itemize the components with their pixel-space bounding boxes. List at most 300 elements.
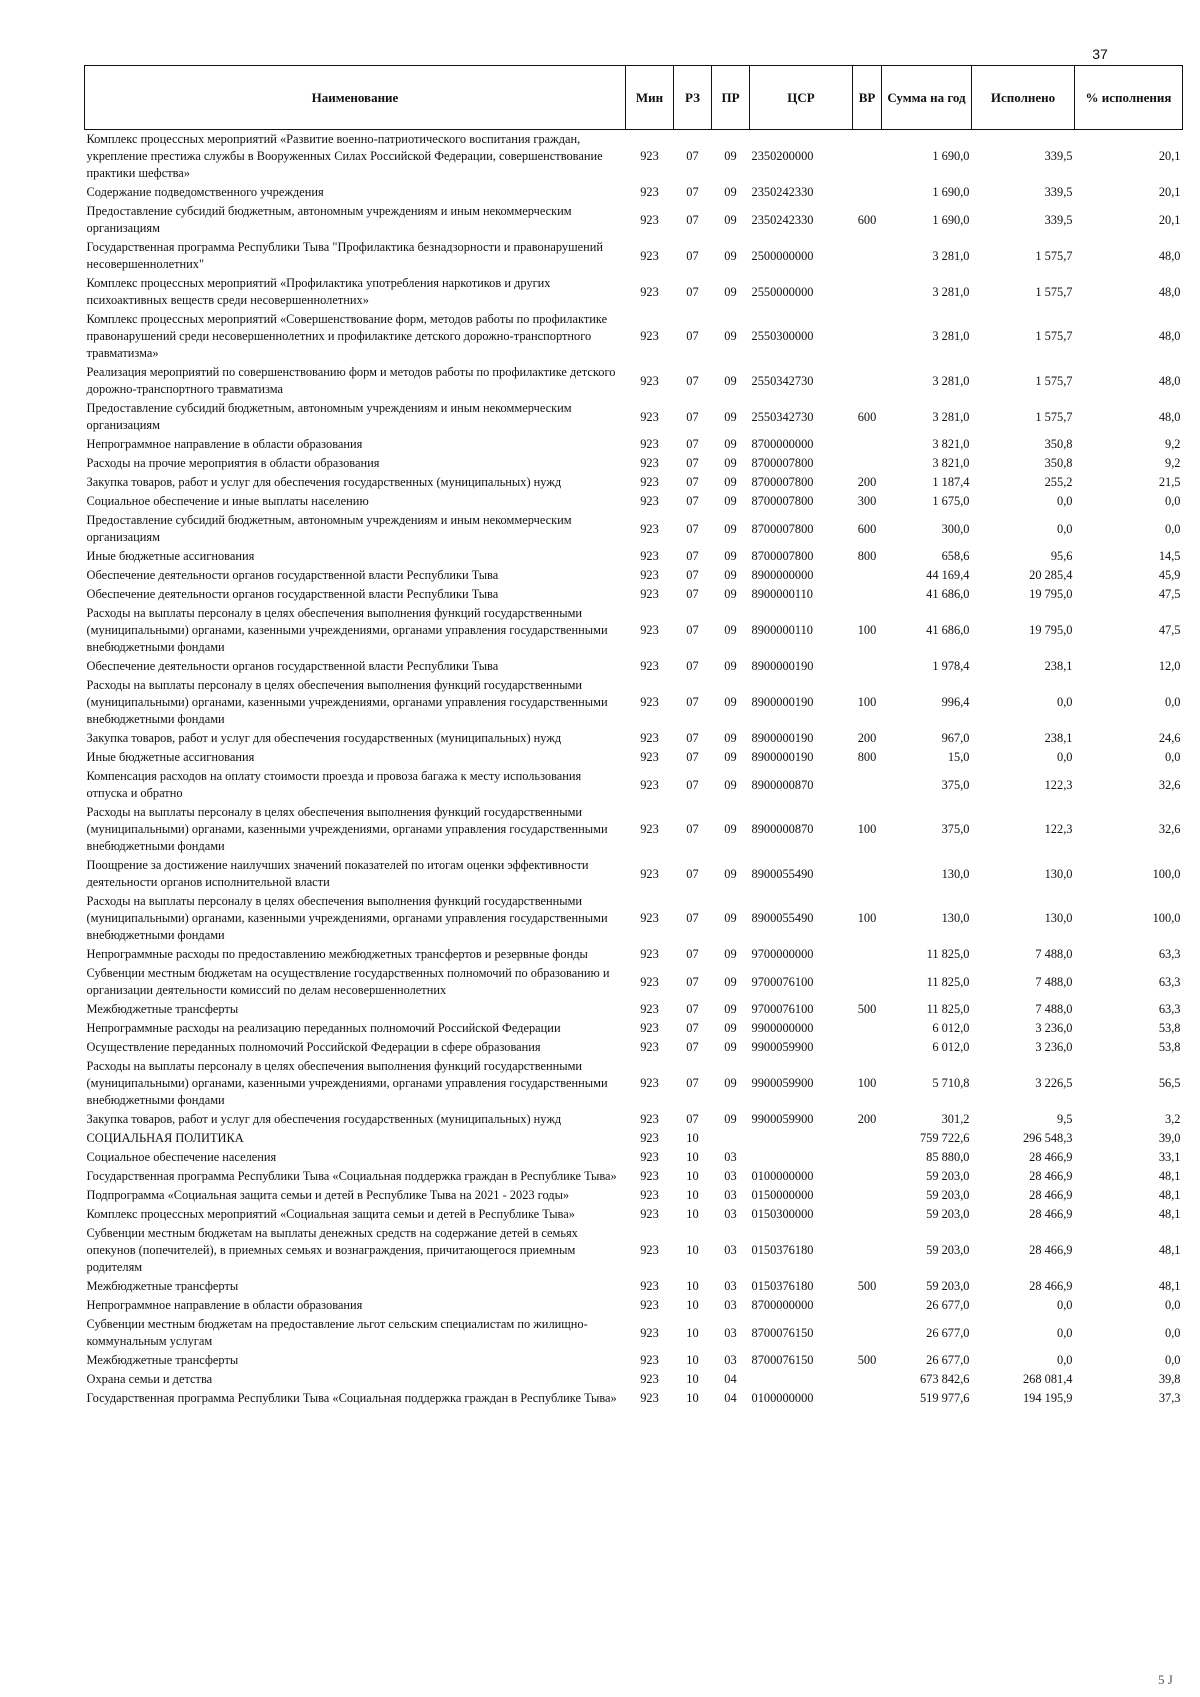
table-row [85, 729, 1183, 748]
table-row [85, 1038, 1183, 1057]
cell-done: 7 488,0 [1035, 974, 1073, 989]
cell-pct: 0,0 [1165, 494, 1181, 508]
cell-pr: 09 [724, 568, 737, 582]
cell-rz: 07 [686, 568, 699, 582]
cell-pct: 48,1 [1158, 1169, 1181, 1183]
cell-min: 923 [640, 1391, 659, 1405]
cell-rz: 07 [686, 475, 699, 489]
cell-csr: 8700000000 [751, 437, 814, 451]
cell-done: 28 466,9 [1029, 1188, 1073, 1202]
cell-done: 28 466,9 [1029, 1169, 1073, 1183]
cell-name: Содержание подведомственного учреждения [86, 185, 324, 199]
cell-vr: 300 [857, 494, 877, 508]
cell-vr [853, 1129, 882, 1148]
cell-csr: 2500000000 [751, 248, 814, 263]
cell-sum: 1 978,4 [932, 659, 970, 673]
cell-min: 923 [640, 212, 659, 227]
cell-vr [853, 657, 882, 676]
cell-min: 923 [640, 866, 659, 881]
cell-done: 0,0 [1057, 1353, 1073, 1367]
cell-pr: 03 [724, 1188, 737, 1202]
cell-done: 28 466,9 [1029, 1243, 1073, 1257]
cell-rz: 07 [686, 185, 699, 199]
header-min: Мин [626, 66, 674, 130]
cell-name: СОЦИАЛЬНАЯ ПОЛИТИКА [86, 1131, 244, 1145]
table-row [85, 1148, 1183, 1167]
cell-done: 122,3 [1044, 822, 1073, 836]
cell-name: Расходы на выплаты персоналу в целях обеспечения выполнения функций государственными (муниципальными) органами, казенными учреждениями, органами управления государственными внебюджетными фондами [86, 894, 608, 942]
cell-csr: 2550342730 [751, 373, 814, 388]
cell-sum: 59 203,0 [926, 1169, 970, 1183]
cell-pr: 09 [724, 149, 737, 163]
cell-sum: 3 821,0 [932, 456, 970, 470]
cell-csr: 8900055490 [751, 866, 814, 881]
cell-pr: 09 [724, 623, 737, 637]
cell-pr: 03 [724, 1353, 737, 1367]
cell-min: 923 [640, 284, 659, 299]
cell-done: 268 081,4 [1022, 1372, 1073, 1386]
cell-sum: 1 675,0 [932, 494, 970, 508]
cell-min: 923 [640, 1076, 659, 1090]
table-row [85, 1186, 1183, 1205]
cell-rz: 07 [686, 456, 699, 470]
cell-pr: 09 [724, 1021, 737, 1035]
cell-rz: 07 [686, 1021, 699, 1035]
cell-name: Расходы на выплаты персоналу в целях обеспечения выполнения функций государственными (муниципальными) органами, казенными учреждениями, органами управления государственными внебюджетными фондами [86, 678, 608, 726]
cell-vr [853, 767, 882, 803]
cell-min: 923 [640, 1002, 659, 1016]
cell-done: 3 236,0 [1035, 1021, 1073, 1035]
cell-done: 0,0 [1057, 1298, 1073, 1312]
cell-rz: 07 [686, 659, 699, 673]
cell-csr: 2550300000 [751, 329, 814, 343]
cell-rz: 07 [686, 549, 699, 563]
cell-rz: 07 [686, 1002, 699, 1016]
cell-sum: 967,0 [941, 731, 970, 745]
table-row [85, 1110, 1183, 1129]
corner-mark: 5 J [1158, 1672, 1173, 1687]
cell-sum: 6 012,0 [932, 1040, 970, 1054]
cell-vr [853, 1370, 882, 1389]
cell-pr: 09 [724, 1112, 737, 1126]
cell-name: Подпрограмма «Социальная защита семьи и детей в Республике Тыва на 2021 - 2023 годы» [86, 1188, 570, 1202]
cell-pr: 09 [724, 974, 737, 989]
cell-sum: 3 281,0 [932, 284, 970, 299]
cell-done: 0,0 [1057, 695, 1073, 709]
cell-min: 923 [640, 409, 659, 424]
cell-pr: 09 [724, 494, 737, 508]
cell-pct: 47,5 [1158, 587, 1181, 601]
cell-name: Расходы на выплаты персоналу в целях обеспечения выполнения функций государственными (муниципальными) органами, казенными учреждениями, органами управления государственными внебюджетными фондами [86, 805, 608, 853]
cell-csr: 2550342730 [751, 409, 814, 424]
cell-pr: 09 [724, 1040, 737, 1054]
cell-sum: 59 203,0 [926, 1243, 970, 1257]
cell-min: 923 [640, 731, 659, 745]
cell-sum: 11 825,0 [926, 974, 970, 989]
cell-vr: 500 [857, 1002, 877, 1016]
cell-rz: 10 [686, 1298, 699, 1312]
cell-min: 923 [640, 587, 659, 601]
cell-name: Предоставление субсидий бюджетным, автономным учреждениям и иным некоммерческим организациям [86, 401, 572, 432]
cell-min: 923 [640, 549, 659, 563]
cell-sum: 41 686,0 [926, 587, 970, 601]
cell-pr: 03 [724, 1298, 737, 1312]
cell-min: 923 [640, 750, 659, 764]
cell-pr: 09 [724, 212, 737, 227]
table-row [85, 892, 1183, 945]
cell-vr [853, 435, 882, 454]
cell-pr: 03 [724, 1169, 737, 1183]
cell-pct: 0,0 [1165, 695, 1181, 709]
cell-vr [853, 1315, 882, 1351]
cell-pr: 09 [724, 185, 737, 199]
cell-name: Реализация мероприятий по совершенствованию форм и методов работы по профилактике детского дорожно-транспортного травматизма [86, 365, 616, 396]
cell-pct: 0,0 [1165, 1325, 1181, 1340]
cell-csr: 8700007800 [751, 456, 814, 470]
cell-name: Расходы на выплаты персоналу в целях обеспечения выполнения функций государственными (муниципальными) органами, казенными учреждениями, органами управления государственными внебюджетными фондами [86, 606, 608, 654]
cell-min: 923 [640, 1188, 659, 1202]
cell-csr: 8900000000 [751, 568, 814, 582]
cell-rz: 10 [686, 1372, 699, 1386]
cell-pct: 53,8 [1158, 1040, 1181, 1054]
cell-vr: 600 [857, 521, 877, 536]
cell-pr: 03 [724, 1325, 737, 1340]
cell-csr: 0150300000 [751, 1207, 814, 1221]
cell-sum: 3 281,0 [932, 329, 970, 343]
cell-name: Предоставление субсидий бюджетным, автономным учреждениям и иным некоммерческим организациям [86, 204, 572, 235]
cell-sum: 15,0 [947, 750, 970, 764]
cell-done: 28 466,9 [1029, 1279, 1073, 1293]
cell-csr: 9900059900 [751, 1076, 814, 1090]
cell-done: 238,1 [1044, 731, 1073, 745]
table-row [85, 511, 1183, 547]
cell-pct: 32,6 [1158, 822, 1181, 836]
cell-pct: 37,3 [1158, 1391, 1181, 1405]
cell-min: 923 [640, 695, 659, 709]
cell-sum: 1 690,0 [932, 212, 970, 227]
cell-csr: 0150376180 [751, 1279, 814, 1293]
cell-min: 923 [640, 373, 659, 388]
cell-rz: 07 [686, 947, 699, 961]
cell-csr: 8700076150 [751, 1325, 814, 1340]
table-row [85, 1277, 1183, 1296]
cell-name: Субвенции местным бюджетам на выплаты денежных средств на содержание детей в семьях опекунов (попечителей), в приемных семьях и вознаграждения, причитающегося приемным родителям [86, 1226, 578, 1274]
cell-name: Закупка товаров, работ и услуг для обеспечения государственных (муниципальных) нужд [86, 475, 562, 489]
cell-csr [750, 1129, 853, 1148]
cell-csr: 2550000000 [751, 284, 814, 299]
cell-csr [750, 1148, 853, 1167]
cell-pr: 09 [724, 329, 737, 343]
cell-pr: 09 [724, 456, 737, 470]
cell-min: 923 [640, 521, 659, 536]
cell-vr [853, 945, 882, 964]
cell-pr: 09 [724, 549, 737, 563]
cell-name: Государственная программа Республики Тыва "Профилактика безнадзорности и правонарушений несовершеннолетних" [86, 240, 604, 271]
table-row [85, 130, 1183, 184]
cell-vr [853, 454, 882, 473]
table-row [85, 183, 1183, 202]
cell-sum: 59 203,0 [926, 1207, 970, 1221]
cell-min: 923 [640, 659, 659, 673]
table-row [85, 547, 1183, 566]
cell-min: 923 [640, 1353, 659, 1367]
cell-pr: 09 [724, 866, 737, 881]
cell-pr: 09 [724, 1002, 737, 1016]
cell-min: 923 [640, 437, 659, 451]
cell-rz: 07 [686, 911, 699, 925]
cell-pct: 39,0 [1158, 1131, 1181, 1145]
cell-vr [853, 1296, 882, 1315]
cell-pct: 48,0 [1158, 284, 1181, 299]
cell-name: Государственная программа Республики Тыва «Социальная поддержка граждан в Республике Тыва» [86, 1169, 617, 1183]
cell-sum: 1 690,0 [932, 149, 970, 163]
cell-done: 0,0 [1057, 494, 1073, 508]
cell-sum: 26 677,0 [926, 1353, 970, 1367]
cell-rz: 07 [686, 1112, 699, 1126]
cell-pct: 100,0 [1152, 866, 1181, 881]
cell-name: Осуществление переданных полномочий Российской Федерации в сфере образования [86, 1040, 541, 1054]
table-row [85, 945, 1183, 964]
table-row [85, 1315, 1183, 1351]
cell-done: 350,8 [1044, 456, 1073, 470]
cell-done: 194 195,9 [1022, 1391, 1073, 1405]
cell-pct: 3,2 [1165, 1112, 1181, 1126]
cell-pr: 09 [724, 947, 737, 961]
cell-done: 238,1 [1044, 659, 1073, 673]
cell-sum: 59 203,0 [926, 1188, 970, 1202]
cell-name: Обеспечение деятельности органов государственной власти Республики Тыва [86, 568, 499, 582]
table-row [85, 1224, 1183, 1277]
cell-rz: 07 [686, 623, 699, 637]
cell-vr [853, 130, 882, 184]
cell-pct: 48,1 [1158, 1207, 1181, 1221]
cell-name: Непрограммное направление в области образования [86, 437, 363, 451]
table-row [85, 767, 1183, 803]
cell-pct: 0,0 [1165, 521, 1181, 536]
cell-min: 923 [640, 456, 659, 470]
cell-rz: 10 [686, 1207, 699, 1221]
cell-vr: 600 [857, 409, 877, 424]
cell-done: 95,6 [1050, 549, 1073, 563]
cell-vr: 200 [857, 475, 877, 489]
cell-csr: 9700076100 [751, 974, 814, 989]
table-body [85, 130, 1183, 1409]
cell-vr: 100 [857, 695, 877, 709]
cell-rz: 07 [686, 822, 699, 836]
page-number: 37 [1092, 46, 1108, 62]
cell-pr: 09 [724, 777, 737, 792]
cell-pr: 03 [724, 1150, 737, 1164]
cell-rz: 10 [686, 1353, 699, 1367]
cell-vr [853, 238, 882, 274]
header-pct: % исполнения [1075, 66, 1183, 130]
cell-vr: 500 [857, 1279, 877, 1293]
cell-pct: 0,0 [1165, 1353, 1181, 1367]
cell-vr: 100 [857, 822, 877, 836]
cell-rz: 07 [686, 731, 699, 745]
cell-vr [853, 1389, 882, 1408]
cell-min: 923 [640, 1325, 659, 1340]
cell-rz: 07 [686, 695, 699, 709]
cell-pct: 14,5 [1158, 549, 1181, 563]
table-row [85, 566, 1183, 585]
cell-vr [853, 363, 882, 399]
cell-vr: 100 [857, 911, 877, 925]
cell-done: 0,0 [1057, 521, 1073, 536]
cell-pct: 24,6 [1158, 731, 1181, 745]
cell-csr: 8900000190 [751, 659, 814, 673]
table-row [85, 964, 1183, 1000]
table-row [85, 803, 1183, 856]
table-row [85, 1205, 1183, 1224]
cell-sum: 3 281,0 [932, 409, 970, 424]
table-row [85, 310, 1183, 363]
cell-pr: 09 [724, 1076, 737, 1090]
cell-csr: 8900000110 [751, 587, 813, 601]
cell-rz: 07 [686, 494, 699, 508]
cell-rz: 07 [686, 284, 699, 299]
table-row [85, 274, 1183, 310]
cell-pct: 33,1 [1158, 1150, 1181, 1164]
cell-name: Комплекс процессных мероприятий «Социальная защита семьи и детей в Республике Тыва» [86, 1207, 575, 1221]
cell-vr [853, 183, 882, 202]
cell-vr [853, 1205, 882, 1224]
cell-min: 923 [640, 1207, 659, 1221]
cell-rz: 07 [686, 521, 699, 536]
cell-min: 923 [640, 1279, 659, 1293]
cell-pct: 48,1 [1158, 1188, 1181, 1202]
cell-sum: 1 690,0 [932, 185, 970, 199]
cell-csr: 8700000000 [751, 1298, 814, 1312]
cell-sum: 300,0 [941, 521, 970, 536]
cell-done: 350,8 [1044, 437, 1073, 451]
cell-sum: 59 203,0 [926, 1279, 970, 1293]
cell-vr: 200 [857, 731, 877, 745]
table-row [85, 202, 1183, 238]
cell-pr: 09 [724, 521, 737, 536]
cell-pr: 09 [724, 695, 737, 709]
cell-vr [853, 274, 882, 310]
cell-pr: 03 [724, 1279, 737, 1293]
cell-name: Поощрение за достижение наилучших значений показателей по итогам оценки эффективности деятельности органов исполнительной власти [86, 858, 589, 889]
cell-pr: 09 [724, 373, 737, 388]
cell-done: 0,0 [1057, 750, 1073, 764]
cell-min: 923 [640, 1112, 659, 1126]
cell-name: Иные бюджетные ассигнования [86, 750, 255, 764]
cell-min: 923 [640, 947, 659, 961]
cell-pr [712, 1129, 750, 1148]
cell-sum: 44 169,4 [926, 568, 970, 582]
cell-done: 130,0 [1044, 866, 1073, 881]
table-row [85, 454, 1183, 473]
cell-rz: 10 [686, 1391, 699, 1405]
cell-done: 0,0 [1057, 1325, 1073, 1340]
cell-pct: 48,0 [1158, 409, 1181, 424]
cell-pr: 09 [724, 248, 737, 263]
cell-done: 255,2 [1044, 475, 1073, 489]
cell-pct: 21,5 [1158, 475, 1181, 489]
cell-csr: 0150000000 [751, 1188, 814, 1202]
cell-pr: 09 [724, 437, 737, 451]
cell-rz: 07 [686, 437, 699, 451]
table-row [85, 1296, 1183, 1315]
cell-done: 19 795,0 [1029, 623, 1073, 637]
cell-done: 3 226,5 [1035, 1076, 1073, 1090]
cell-vr [853, 1019, 882, 1038]
table-row [85, 1389, 1183, 1408]
cell-done: 19 795,0 [1029, 587, 1073, 601]
cell-csr: 9900059900 [751, 1040, 814, 1054]
cell-sum: 3 281,0 [932, 373, 970, 388]
table-row [85, 1000, 1183, 1019]
cell-sum: 5 710,8 [932, 1076, 970, 1090]
cell-rz: 07 [686, 866, 699, 881]
cell-vr: 100 [857, 623, 877, 637]
cell-min: 923 [640, 185, 659, 199]
cell-vr: 600 [857, 212, 877, 227]
cell-sum: 375,0 [941, 777, 970, 792]
cell-name: Закупка товаров, работ и услуг для обеспечения государственных (муниципальных) нужд [86, 1112, 562, 1126]
header-done: Исполнено [972, 66, 1075, 130]
cell-vr [853, 1038, 882, 1057]
cell-min: 923 [640, 822, 659, 836]
table-row [85, 492, 1183, 511]
cell-min: 923 [640, 777, 659, 792]
table-row [85, 676, 1183, 729]
cell-vr [853, 964, 882, 1000]
table-row [85, 1057, 1183, 1110]
cell-min: 923 [640, 1298, 659, 1312]
cell-vr: 100 [857, 1076, 877, 1090]
cell-name: Межбюджетные трансферты [86, 1002, 239, 1016]
cell-csr: 8900000190 [751, 695, 814, 709]
cell-done: 28 466,9 [1029, 1207, 1073, 1221]
cell-pct: 45,9 [1158, 568, 1181, 582]
cell-csr: 8700007800 [751, 521, 814, 536]
cell-vr [853, 1148, 882, 1167]
cell-vr: 800 [857, 750, 877, 764]
cell-rz: 07 [686, 409, 699, 424]
cell-min: 923 [640, 911, 659, 925]
cell-pct: 47,5 [1158, 623, 1181, 637]
cell-csr: 2350200000 [751, 149, 814, 163]
cell-rz: 10 [686, 1243, 699, 1257]
cell-pct: 48,0 [1158, 373, 1181, 388]
cell-pr: 09 [724, 475, 737, 489]
header-rz: РЗ [674, 66, 712, 130]
table-row [85, 363, 1183, 399]
cell-sum: 996,4 [941, 695, 970, 709]
cell-pct: 20,1 [1158, 149, 1181, 163]
cell-name: Расходы на выплаты персоналу в целях обеспечения выполнения функций государственными (муниципальными) органами, казенными учреждениями, органами управления государственными внебюджетными фондами [86, 1059, 608, 1107]
cell-rz: 07 [686, 1040, 699, 1054]
cell-csr: 9900059900 [751, 1112, 814, 1126]
cell-sum: 41 686,0 [926, 623, 970, 637]
cell-pct: 100,0 [1152, 911, 1181, 925]
cell-min: 923 [640, 1131, 659, 1145]
cell-sum: 519 977,6 [919, 1391, 970, 1405]
cell-pct: 48,0 [1158, 248, 1181, 263]
cell-vr [853, 1186, 882, 1205]
table-row [85, 856, 1183, 892]
cell-done: 20 285,4 [1029, 568, 1073, 582]
cell-done: 130,0 [1044, 911, 1073, 925]
cell-min: 923 [640, 475, 659, 489]
cell-done: 122,3 [1044, 777, 1073, 792]
table-row [85, 399, 1183, 435]
cell-rz: 07 [686, 329, 699, 343]
cell-done: 339,5 [1044, 185, 1073, 199]
